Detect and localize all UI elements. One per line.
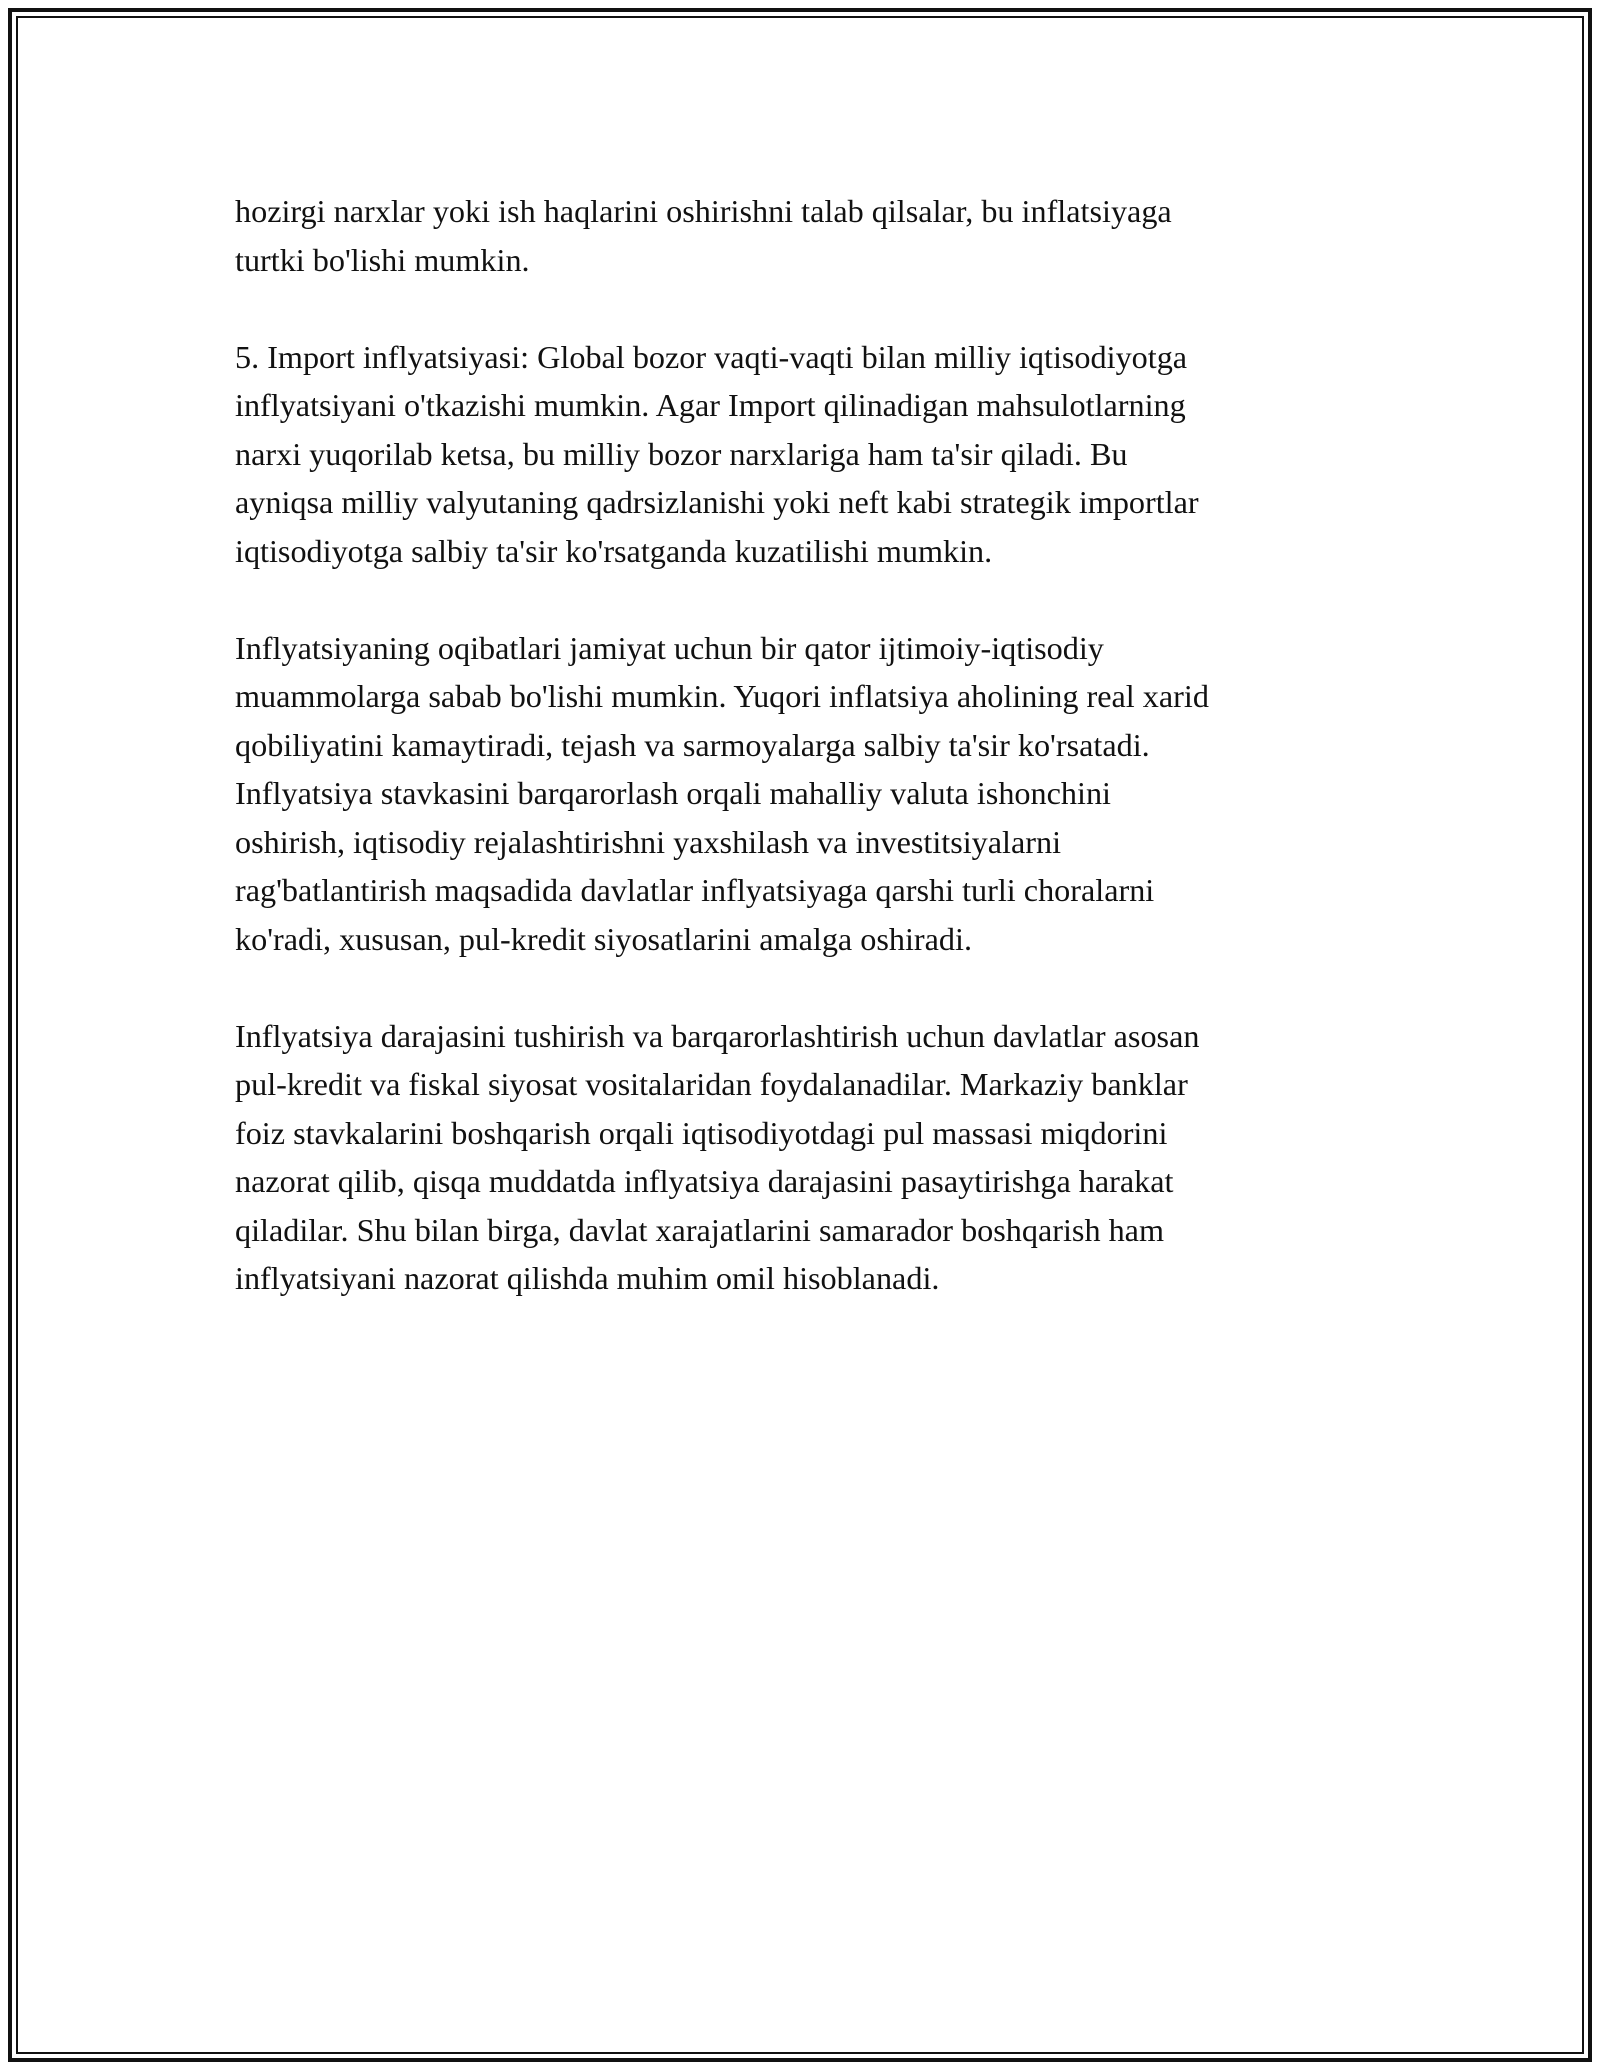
text-line: turtki bo'lishi mumkin.: [235, 241, 530, 278]
text-line: Inflyatsiyaning oqibatlari jamiyat uchun bir qator ijtimoiy-iqtisodiy: [235, 629, 1104, 666]
text-line: nazorat qilib, qisqa muddatda inflyatsiya darajasini pasaytirishga harakat: [235, 1163, 1174, 1199]
text-line: foiz stavkalarini boshqarish orqali iqtisodiyotdagi pul massasi miqdorini: [235, 1114, 1168, 1151]
text-line: 5. Import inflyatsiyasi: Global bozor vaqti-vaqti bilan milliy iqtisodiyotga: [235, 338, 1188, 375]
text-line: Inflyatsiya stavkasini barqarorlash orqali mahalliy valuta ishonchini: [235, 775, 1111, 811]
text-line: narxi yuqorilab ketsa, bu milliy bozor narxlariga ham ta'sir qiladi. Bu: [235, 435, 1128, 472]
paragraph-inflation-consequences: [235, 624, 1370, 964]
document-body: [235, 187, 1370, 1351]
text-line: rag'batlantirish maqsadida davlatlar inflyatsiyaga qarshi turli choralarni: [235, 872, 1155, 908]
text-line: qiladilar. Shu bilan birga, davlat xarajatlarini samarador boshqarish ham: [235, 1211, 1165, 1248]
paragraph-inflation-expectations-end: [235, 187, 1370, 284]
text-line: ko'radi, xususan, pul-kredit siyosatlarini amalga oshiradi.: [235, 920, 973, 957]
text-line: ayniqsa milliy valyutaning qadrsizlanishi yoki neft kabi strategik importlar: [235, 484, 1199, 520]
text-line: Inflyatsiya darajasini tushirish va barqarorlashtirish uchun davlatlar asosan: [235, 1017, 1200, 1054]
text-line: oshirish, iqtisodiy rejalashtirishni yaxshilash va investitsiyalarni: [235, 823, 1062, 860]
paragraph-import-inflation: [235, 333, 1370, 576]
text-line: qobiliyatini kamaytiradi, tejash va sarmoyalarga salbiy ta'sir ko'rsatadi.: [235, 726, 1150, 763]
paragraph-inflation-policy-tools: [235, 1012, 1370, 1303]
text-line: inflyatsiyani o'tkazishi mumkin. Agar Import qilinadigan mahsulotlarning: [235, 387, 1186, 423]
text-line: hozirgi narxlar yoki ish haqlarini oshirishni talab qilsalar, bu inflatsiyaga: [235, 193, 1172, 229]
text-line: pul-kredit va fiskal siyosat vositalaridan foydalanadilar. Markaziy banklar: [235, 1066, 1188, 1102]
text-line: muammolarga sabab bo'lishi mumkin. Yuqori inflatsiya aholining real xarid: [235, 678, 1209, 714]
text-line: iqtisodiyotga salbiy ta'sir ko'rsatganda kuzatilishi mumkin.: [235, 532, 993, 569]
text-line: inflyatsiyani nazorat qilishda muhim omil hisoblanadi.: [235, 1260, 940, 1296]
